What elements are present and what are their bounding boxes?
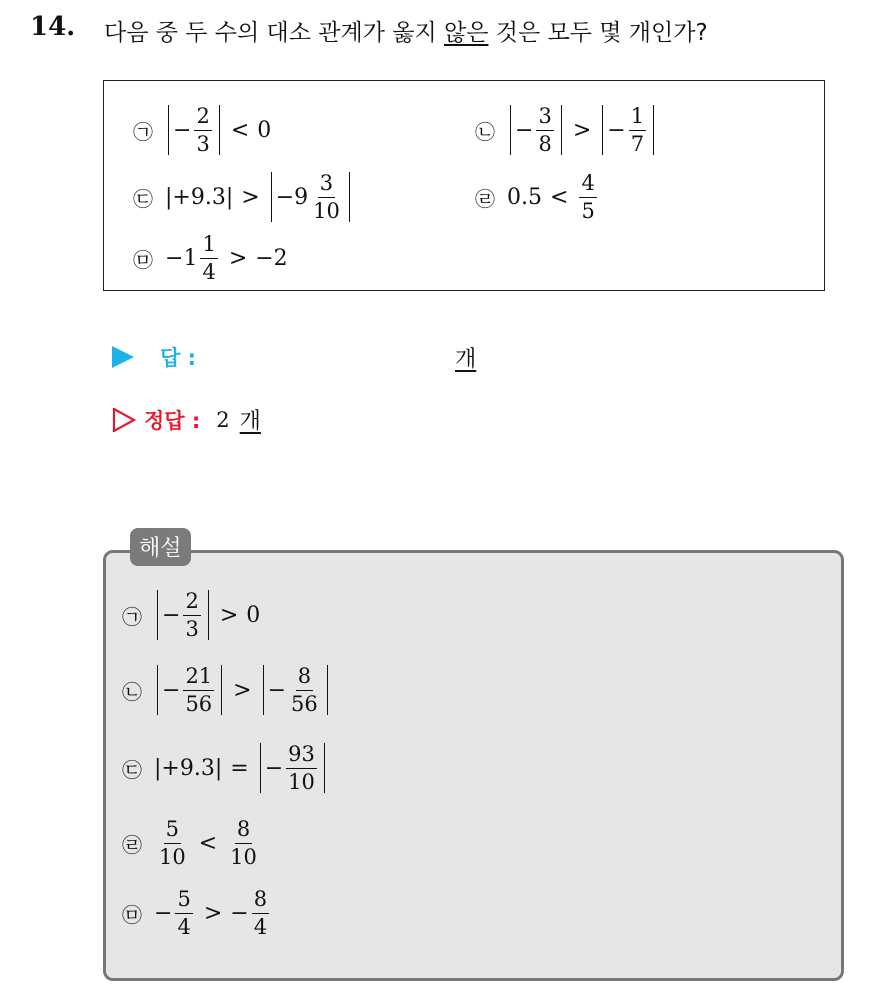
explanation-c-fraction	[286, 743, 317, 793]
choice-e-whole: 1	[183, 245, 198, 271]
choice-b-right-numerator: 1	[629, 105, 646, 131]
play-filled-icon	[112, 346, 134, 368]
explanation-b-right-abs	[263, 665, 328, 715]
answer-label: 답 :	[160, 346, 196, 370]
explanation-c-operator: =	[230, 755, 249, 781]
explanation-b-right-numerator: 8	[296, 665, 313, 691]
explanation-b-left-numerator: 21	[183, 665, 214, 691]
explanation-c-right-sign: −	[264, 755, 284, 781]
choice-e-fraction	[200, 233, 217, 283]
explanation-b	[122, 665, 331, 715]
explanation-a	[122, 590, 260, 640]
explanation-e-mark: ㉤	[122, 902, 142, 927]
choice-d-fraction	[579, 172, 596, 222]
question-text	[104, 14, 708, 47]
explanation-e-operator: >	[203, 900, 223, 926]
correct-answer-value: 2	[216, 407, 230, 432]
choice-d-denominator: 5	[581, 198, 595, 223]
explanation-c-mark: ㉢	[122, 757, 142, 782]
choice-b-left-sign: −	[515, 117, 534, 143]
choice-e-denominator: 4	[202, 259, 216, 284]
correct-answer-label: 정답 :	[144, 408, 201, 433]
choice-b-right-abs	[602, 105, 654, 155]
explanation-b-left-sign: −	[162, 677, 181, 703]
explanation-b-right-sign: −	[267, 677, 287, 703]
choice-a-sign: −	[173, 117, 192, 143]
choice-b	[475, 105, 657, 155]
explanation-d-left-denominator: 10	[159, 844, 186, 869]
explanation-d-mark: ㉣	[122, 832, 142, 857]
choice-b-left-fraction	[536, 105, 553, 155]
choice-d-mark: ㉣	[475, 186, 495, 211]
question-number: 14.	[30, 12, 76, 42]
choice-b-right-denominator: 7	[630, 131, 645, 156]
choice-e-sign: −	[165, 245, 184, 271]
choice-e-operator: >	[228, 245, 248, 271]
choice-a	[133, 105, 271, 155]
explanation-b-left-abs	[157, 665, 222, 715]
choice-a-denominator: 3	[196, 131, 210, 156]
explanation-b-left-denominator: 56	[185, 691, 213, 716]
explanation-c-abs	[260, 743, 325, 793]
explanation-b-left-fraction	[183, 665, 214, 715]
choice-b-left-numerator: 3	[536, 105, 553, 131]
explanation-e-left-fraction	[175, 888, 192, 938]
explanation-e-right-sign: −	[230, 900, 249, 926]
choice-e-rhs: −2	[255, 245, 288, 271]
explanation-b-operator: >	[233, 677, 252, 703]
choice-a-numerator: 2	[194, 105, 211, 131]
choice-e-numerator: 1	[200, 233, 217, 259]
explanation-a-rhs: 0	[246, 602, 261, 628]
explanation-d-right-numerator: 8	[235, 818, 252, 844]
explanation-a-operator: >	[219, 602, 239, 628]
explanation-e-right-fraction	[252, 888, 269, 938]
question-text-before: 다음 중 두 수의 대소 관계가 옳지	[104, 20, 445, 46]
choice-b-left-denominator: 8	[538, 131, 552, 156]
explanation-e-right-denominator: 4	[253, 914, 268, 939]
choice-d-lhs: 0.5	[507, 184, 542, 210]
explanation-d-operator: <	[198, 830, 218, 856]
explanation-d-right-fraction	[228, 818, 259, 868]
explanation-b-right-fraction	[289, 665, 320, 715]
choice-e	[133, 233, 288, 283]
explanation-c-numerator: 93	[286, 743, 317, 769]
explanation-c-denominator: 10	[288, 769, 315, 794]
explanation-a-mark: ㉠	[122, 604, 142, 629]
question-text-after: 것은 모두 몇 개인가?	[488, 20, 708, 46]
choice-c-mark: ㉢	[133, 186, 153, 211]
choice-c-right-numerator: 3	[318, 172, 335, 198]
choice-d	[475, 172, 600, 222]
answer-unit: 개	[455, 347, 477, 372]
explanation-a-fraction	[183, 590, 200, 640]
explanation-b-right-denominator: 56	[291, 691, 318, 716]
choice-b-right-sign: −	[607, 117, 626, 143]
choice-a-mark: ㉠	[133, 119, 153, 144]
choice-b-mark: ㉡	[475, 119, 495, 144]
choice-e-mark: ㉤	[133, 247, 153, 272]
explanation-b-mark: ㉡	[122, 679, 142, 704]
choice-a-abs	[168, 105, 220, 155]
explanation-d-right-denominator: 10	[230, 844, 257, 869]
correct-answer-row	[112, 404, 261, 435]
explanation-e	[122, 888, 272, 938]
choice-c-lhs: |+9.3|	[165, 184, 234, 210]
choice-c-operator: >	[241, 184, 260, 210]
choice-d-operator: <	[550, 184, 569, 210]
answer-row	[112, 342, 196, 372]
choice-c-right-fraction	[311, 172, 342, 222]
question-text-underlined: 않은	[444, 20, 489, 46]
explanation-e-right-numerator: 8	[252, 888, 269, 914]
correct-answer-unit: 개	[239, 409, 261, 434]
choice-c-abs	[271, 172, 350, 222]
choice-c-right-denominator: 10	[313, 198, 340, 223]
choice-c-right-whole: 9	[294, 184, 309, 210]
explanation-e-left-numerator: 5	[175, 888, 192, 914]
explanation-tab: 해설	[130, 528, 191, 566]
choice-d-numerator: 4	[579, 172, 596, 198]
explanation-d-left-fraction	[157, 818, 188, 868]
explanation-c	[122, 743, 328, 793]
explanation-d	[122, 818, 262, 868]
explanation-a-numerator: 2	[183, 590, 200, 616]
explanation-e-left-denominator: 4	[177, 914, 191, 939]
choice-b-left-abs	[510, 105, 562, 155]
choice-c	[133, 172, 353, 222]
choice-c-right-sign: −	[275, 184, 295, 210]
play-outline-icon	[112, 408, 136, 432]
explanation-d-left-numerator: 5	[164, 818, 181, 844]
choice-b-operator: >	[572, 117, 592, 143]
explanation-e-left-sign: −	[154, 900, 173, 926]
explanation-a-denominator: 3	[185, 616, 199, 641]
explanation-c-lhs: |+9.3|	[154, 755, 223, 781]
choice-a-fraction	[194, 105, 211, 155]
explanation-a-abs	[157, 590, 209, 640]
choice-a-rhs: 0	[257, 117, 272, 143]
choice-b-right-fraction	[629, 105, 646, 155]
explanation-a-sign: −	[162, 602, 181, 628]
choice-a-operator: <	[230, 117, 250, 143]
